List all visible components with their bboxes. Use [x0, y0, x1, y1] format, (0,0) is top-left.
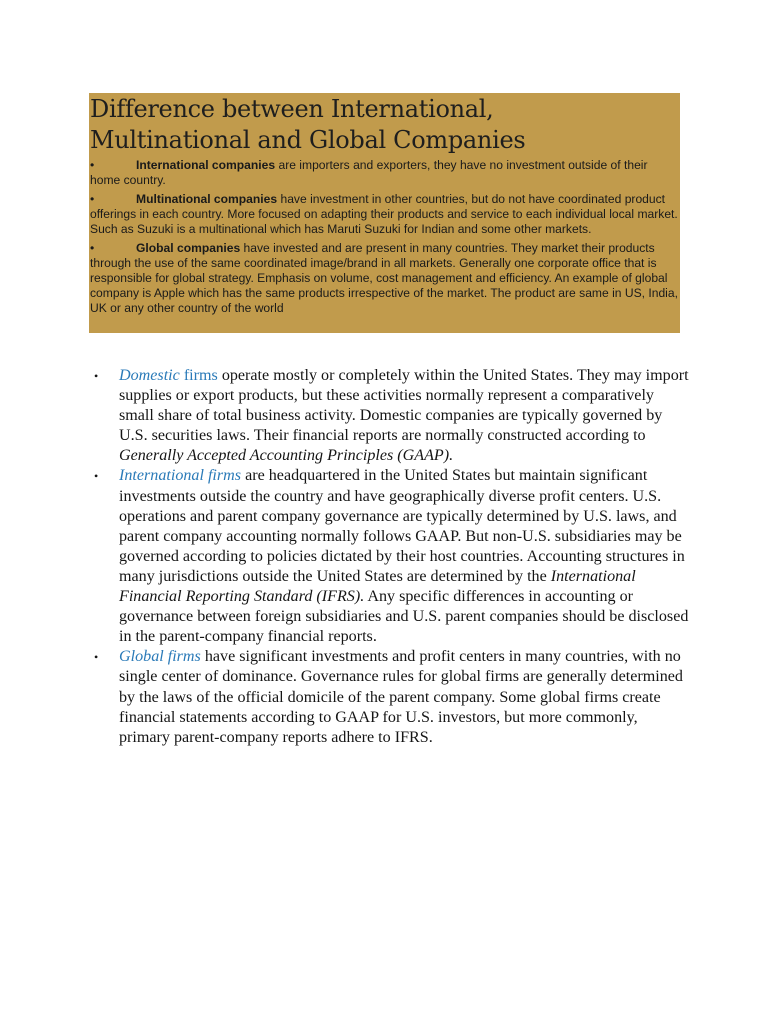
firm-types-list	[92, 366, 692, 748]
box-item-international	[90, 158, 680, 188]
international-firms-link[interactable]: International firms	[119, 467, 242, 485]
bullet-icon: •	[90, 241, 95, 255]
box-item-global	[90, 241, 680, 316]
bullet-icon: •	[90, 158, 95, 172]
box-item-text: are importers and exporters, they have no investment outside of their home country.	[90, 158, 648, 187]
list-item-text: operate mostly or completely within the United States. They may import supplies or export products, but these activities normally represent a comparatively small share of total business activity. Domestic companies are typically governed by U.S. securities laws. Their financial reports are normally constructed according to	[119, 367, 689, 445]
domestic-link[interactable]: Domestic	[119, 367, 180, 384]
title-line-1: Difference between International,	[90, 95, 494, 123]
box-item-text: have invested and are present in many countries. They market their products through the use of the same coordinated image/brand in all markets. Generally one corporate office that is responsible for global strategy. Emphasis on volume, cost management and efficiency. An example of global company is Apple which has the same products irrespective of the market. The product are same in US, India, UK or any other country of the world	[90, 241, 678, 315]
gaap-emphasis: Generally Accepted Accounting Principles (GAAP).	[119, 447, 454, 465]
bullet-icon: •	[94, 469, 99, 484]
box-item-term: Multinational companies	[136, 192, 278, 206]
bullet-icon: •	[94, 369, 99, 383]
box-item-term: Global companies	[136, 241, 241, 255]
box-item-text: have investment in other countries, but do not have coordinated product offerings in each country. More focused on adapting their products and service to each individual local market. Such as Suzuki is a multinational which has Maruti Suzuki for Indian and some other markets.	[90, 192, 678, 236]
list-item-text: are headquartered in the United States but maintain significant investments outside the country and have geographically diverse profit centers. U.S. operations and parent company governance are typically determined by U.S. laws, and parent company accounting normally follows GAAP. But non-U.S. subsidiaries may be governed according to policies dictated by their host countries. Accounting structures in many jurisdictions outside the United States are determined by the	[119, 467, 685, 585]
list-item-international	[92, 466, 692, 647]
title-line-2: Multinational and Global Companies	[90, 126, 526, 154]
list-item-tail: Any specific differences in accounting or governance between foreign subsidiaries and U.S. parent companies should be disclosed in the parent-company financial reports.	[119, 588, 689, 646]
summary-box	[89, 93, 680, 333]
bullet-icon: •	[94, 650, 99, 665]
box-item-multinational	[90, 192, 680, 237]
box-item-term: International companies	[136, 158, 276, 172]
ifrs-emphasis: International Financial Reporting Standard (IFRS).	[119, 567, 636, 606]
bullet-icon: •	[90, 192, 95, 206]
list-item-text: have significant investments and profit centers in many countries, with no single center of dominance. Governance rules for global firms are generally determined by the laws of the official domicile of the parent company. Some global firms create financial statements according to GAAP for U.S. investors, but more commonly, primary parent-company reports adhere to IFRS.	[119, 648, 683, 746]
firms-link[interactable]: firms	[179, 367, 218, 384]
list-item-global	[92, 647, 692, 747]
global-firms-link[interactable]: Global firms	[119, 648, 201, 666]
list-item-domestic	[92, 366, 692, 466]
box-title	[90, 94, 680, 156]
